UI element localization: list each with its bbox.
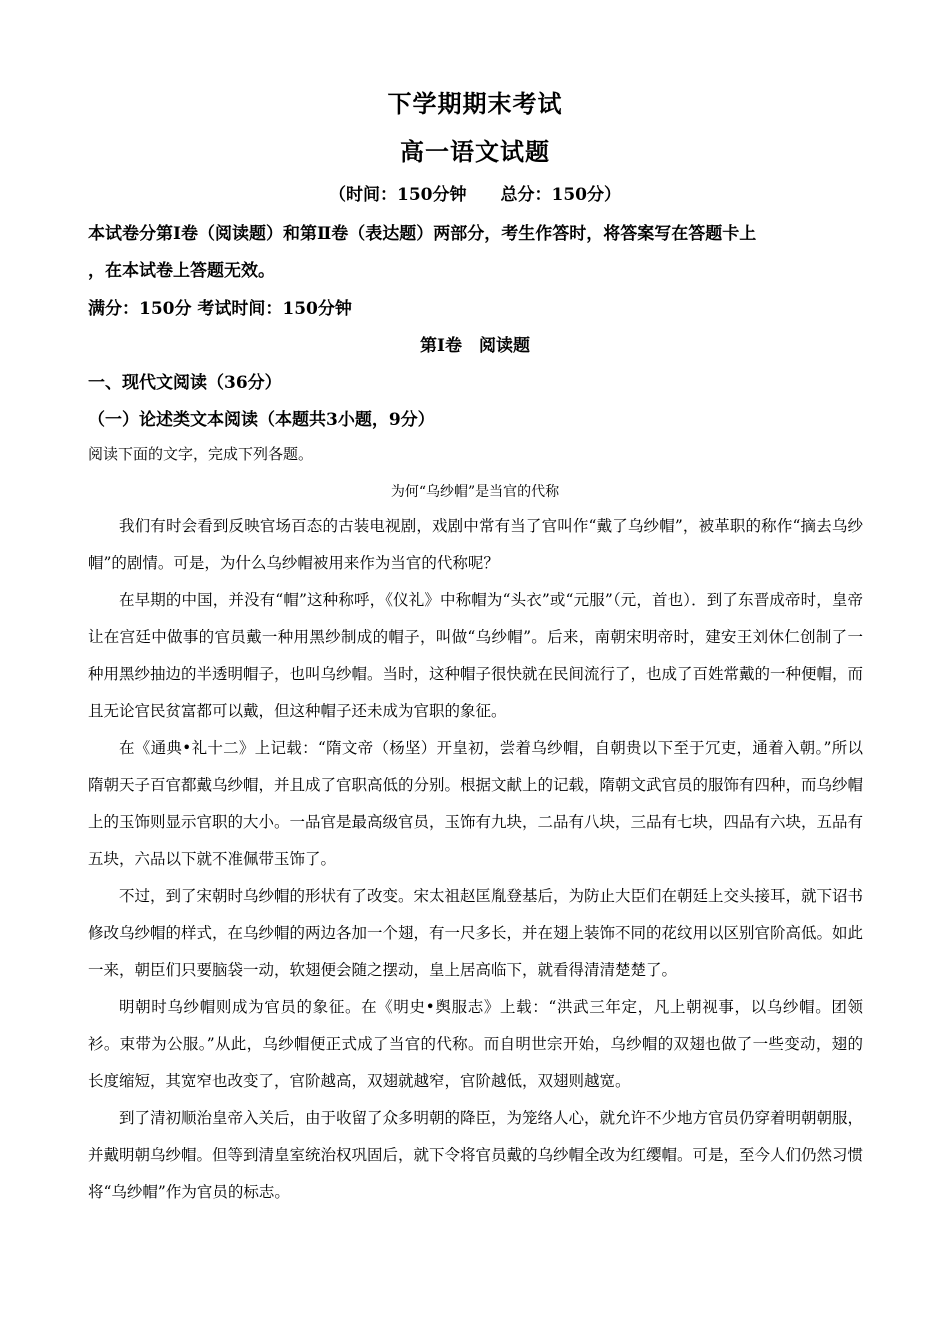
section-heading: 一、现代文阅读（36分） (88, 373, 282, 393)
intro-line-1: 本试卷分第Ⅰ卷（阅读题）和第Ⅱ卷（表达题）两部分，考生作答时，将答案写在答题卡上 (88, 224, 757, 244)
time-score-info: （时间：150分钟 总分：150分） (329, 185, 621, 205)
article-paragraph: 我们有时会看到反映官场百态的古装电视剧，戏剧中常有当了官叫作“戴了乌纱帽”，被革职的称作“摘去乌纱帽”的剧情。可是，为什么乌纱帽被用来作为当官的代称呢？ (88, 517, 863, 572)
article-paragraph: 到了清初顺治皇帝入关后，由于收留了众多明朝的降臣，为笼络人心，就允许不少地方官员仍穿着明朝朝服，并戴明朝乌纱帽。但等到清皇室统治权巩固后，就下令将官员戴的乌纱帽全改为红缨帽。可是，至今人们仍然习惯将“乌纱帽”作为官员的标志。 (88, 1109, 864, 1201)
intro-line-2: ，在本试卷上答题无效。 (88, 261, 275, 281)
article-paragraph: 在早期的中国，并没有“帽”这种称呼，《仪礼》中称帽为“头衣”或“元服”（元，首也）．到了东晋成帝时，皇帝让在宫廷中做事的官员戴一种用黑纱制成的帽子，叫做“乌纱帽”。后来，南朝宋明帝时，建安王刘休仁创制了一种用黑纱抽边的半透明帽子，也叫乌纱帽。当时，这种帽子很快就在民间流行了，也成了百姓常戴的一种便帽，而且无论官民贫富都可以戴，但这种帽子还未成为官职的象征。 (88, 591, 864, 720)
exam-subtitle: 高一语文试题 (400, 137, 550, 166)
score-time-line: 满分：150分 考试时间：150分钟 (88, 299, 352, 319)
article-paragraph: 明朝时乌纱帽则成为官员的象征。在《明史•舆服志》上载：“洪武三年定，凡上朝视事，以乌纱帽。团领衫。束带为公服。”从此，乌纱帽便正式成了当官的代称。而自明世宗开始，乌纱帽的双翅也做了一些变动，翅的长度缩短，其宽窄也改变了，官阶越高，双翅就越窄，官阶越低，双翅则越宽。 (88, 998, 863, 1090)
instruction-text: 阅读下面的文字，完成下列各题。 (88, 445, 314, 463)
article-paragraph: 不过，到了宋朝时乌纱帽的形状有了改变。宋太祖赵匡胤登基后，为防止大臣们在朝廷上交头接耳，就下诏书修改乌纱帽的样式，在乌纱帽的两边各加一个翅，有一尺多长，并在翅上装饰不同的花纹用以区别官阶高低。如此一来，朝臣们只要脑袋一动，软翅便会随之摆动，皇上居高临下，就看得清清楚楚了。 (88, 887, 864, 979)
part-title: 第Ⅰ卷 阅读题 (420, 336, 530, 356)
article-title: 为何“乌纱帽”是当官的代称 (390, 484, 560, 500)
subsection-heading: （一）论述类文本阅读（本题共3小题，9分） (88, 410, 435, 430)
exam-title: 下学期期末考试 (387, 89, 563, 118)
article-body (88, 508, 863, 1211)
article-paragraph: 在《通典•礼十二》上记载：“隋文帝（杨坚）开皇初，尝着乌纱帽，自朝贵以下至于冗吏，通着入朝。”所以隋朝天子百官都戴乌纱帽，并且成了官职高低的分别。根据文献上的记载，隋朝文武官员的服饰有四种，而乌纱帽上的玉饰则显示官职的大小。一品官是最高级官员，玉饰有九块，二品有八块，三品有七块，四品有六块，五品有五块，六品以下就不准佩带玉饰了。 (88, 739, 864, 868)
